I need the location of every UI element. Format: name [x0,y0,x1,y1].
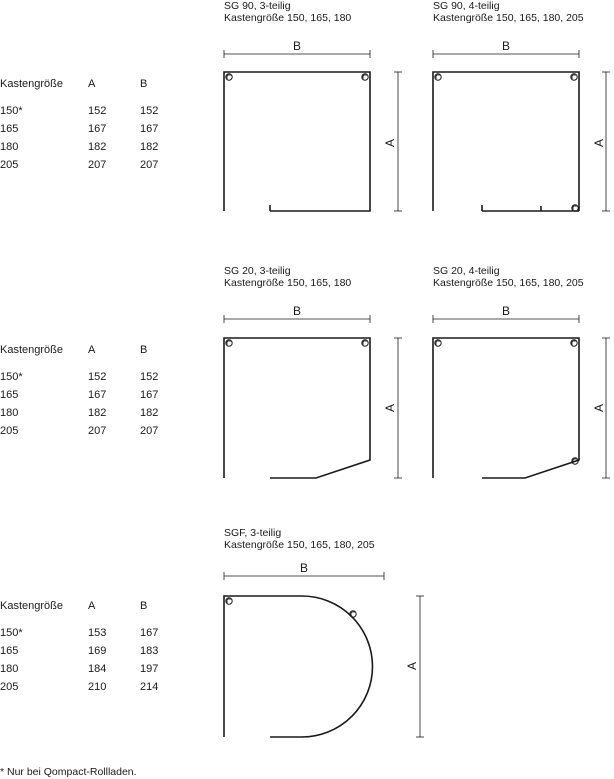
cell-b: 207 [140,159,159,171]
cell-a: 182 [88,141,107,153]
dim-label-a: A [592,138,606,148]
header-b: B [140,600,148,612]
cell-b: 167 [140,389,159,401]
profile-sg20-4 [433,315,610,478]
dim-label-b: B [292,304,302,318]
caption-subtitle: Kastengröße 150, 165, 180 [224,12,352,24]
cell-a: 169 [88,645,107,657]
caption-title: SGF, 3-teilig [224,527,282,539]
cell-size: 150* [0,627,23,639]
caption-title: SG 20, 3-teilig [224,265,291,277]
cell-a: 167 [88,389,107,401]
caption-subtitle: Kastengröße 150, 165, 180 [224,277,352,289]
cell-size: 205 [0,681,19,693]
dim-label-b: B [299,561,309,575]
cell-size: 165 [0,645,19,657]
cell-size: 150* [0,105,23,117]
cell-a: 152 [88,371,107,383]
caption-title: SG 20, 4-teilig [433,265,500,277]
header-a: A [88,344,96,356]
cell-size: 165 [0,389,19,401]
cell-size: 180 [0,407,19,419]
header-kastengroesse: Kastengröße [0,78,63,90]
dim-label-a: A [405,661,419,671]
profile-sg90-3 [224,50,402,211]
cell-b: 167 [140,627,159,639]
dim-label-a: A [383,403,397,413]
cell-a: 210 [88,681,107,693]
cell-a: 153 [88,627,107,639]
cell-b: 214 [140,681,159,693]
caption-subtitle: Kastengröße 150, 165, 180, 205 [224,539,375,551]
header-kastengroesse: Kastengröße [0,344,63,356]
header-kastengroesse: Kastengröße [0,600,63,612]
cell-size: 180 [0,663,19,675]
dim-label-a: A [592,403,606,413]
caption-subtitle: Kastengröße 150, 165, 180, 205 [433,277,584,289]
cell-b: 183 [140,645,159,657]
caption-subtitle: Kastengröße 150, 165, 180, 205 [433,12,584,24]
cell-a: 207 [88,159,107,171]
profile-sgf-3 [224,572,424,737]
cell-b: 152 [140,105,159,117]
caption-title: SG 90, 3-teilig [224,0,291,12]
profile-sg20-3 [224,315,402,478]
cell-b: 182 [140,141,159,153]
header-b: B [140,344,148,356]
cell-b: 182 [140,407,159,419]
footnote: * Nur bei Qompact-Rollladen. [0,766,137,778]
profile-sg90-4 [433,50,610,211]
header-a: A [88,78,96,90]
cell-size: 180 [0,141,19,153]
header-a: A [88,600,96,612]
dim-label-b: B [501,39,511,53]
cell-b: 152 [140,371,159,383]
header-b: B [140,78,148,90]
cell-size: 205 [0,159,19,171]
dim-label-b: B [501,304,511,318]
cell-size: 165 [0,123,19,135]
cell-b: 167 [140,123,159,135]
dim-label-a: A [383,138,397,148]
cell-b: 207 [140,425,159,437]
dim-label-b: B [292,39,302,53]
cell-size: 205 [0,425,19,437]
cell-a: 182 [88,407,107,419]
cell-b: 197 [140,663,159,675]
caption-title: SG 90, 4-teilig [433,0,500,12]
cell-a: 152 [88,105,107,117]
cell-a: 167 [88,123,107,135]
cell-size: 150* [0,371,23,383]
cell-a: 207 [88,425,107,437]
cell-a: 184 [88,663,107,675]
